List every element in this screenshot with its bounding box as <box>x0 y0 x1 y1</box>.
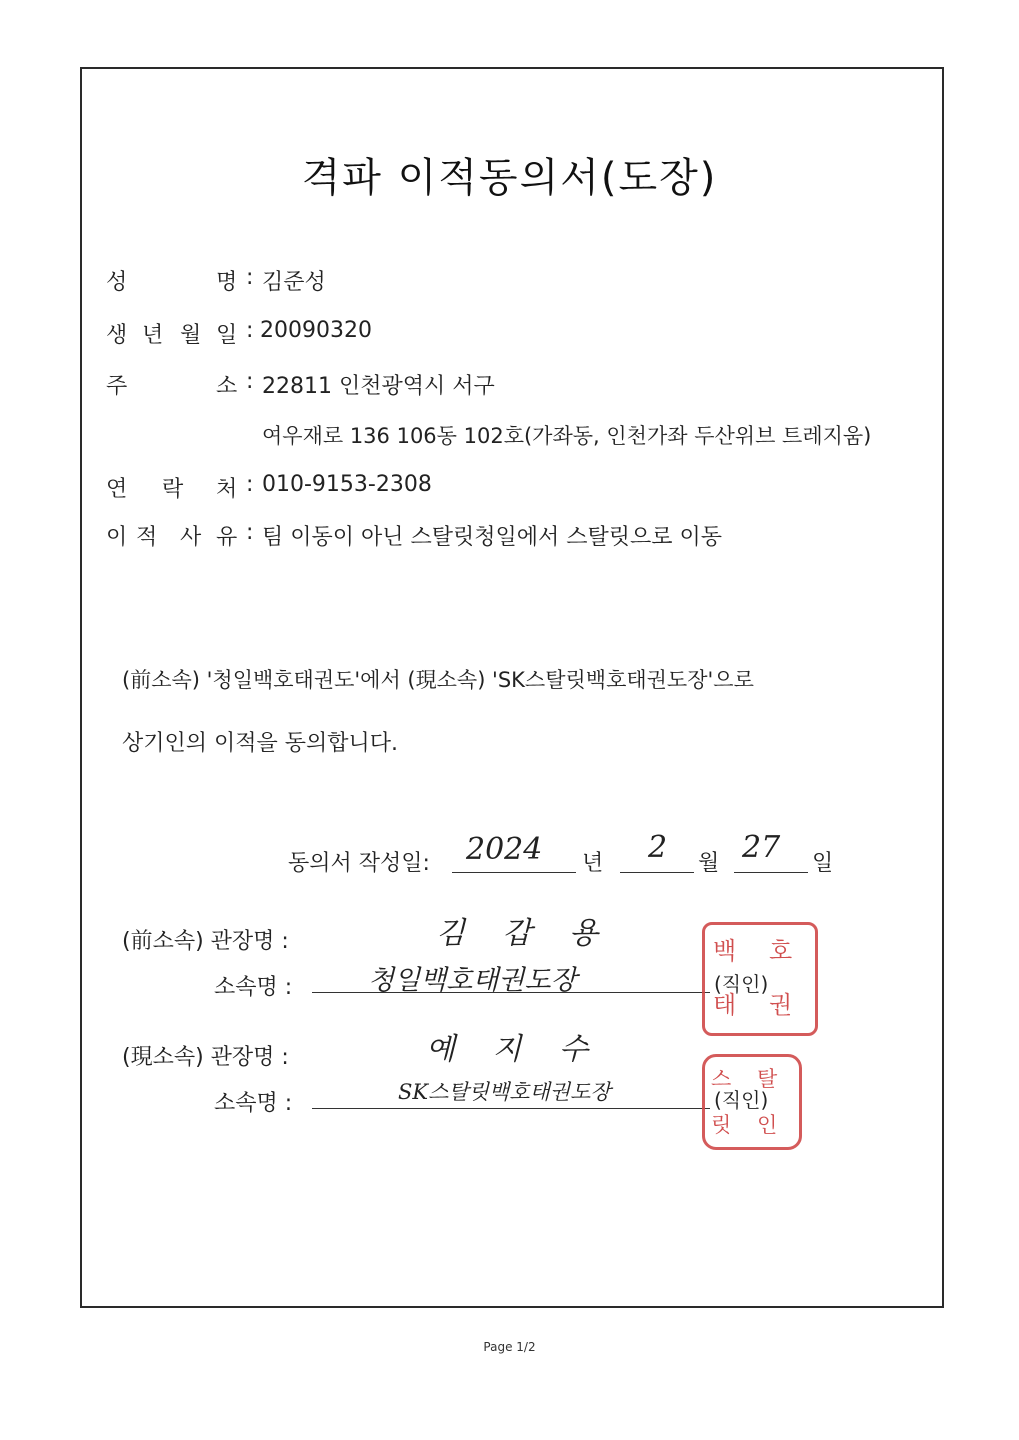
label-colon: : <box>246 265 254 290</box>
date-day-handwritten: 27 <box>742 830 781 865</box>
current-director-label: (現소속) 관장명 : <box>122 1045 289 1070</box>
former-director-label: (前소속) 관장명 : <box>122 929 289 954</box>
date-day-line <box>734 872 808 873</box>
label-char: 일 <box>216 323 238 348</box>
seal-glyph: 호 <box>769 937 793 965</box>
page-number: Page 1/2 <box>483 1340 536 1354</box>
birth-value: 20090320 <box>260 318 372 343</box>
name-value: 김준성 <box>262 270 326 295</box>
label-char: 이 <box>106 525 128 550</box>
current-seal-label: (직인) <box>714 1088 769 1112</box>
seal-glyph: 스 <box>711 1067 732 1091</box>
label-char: 사 <box>180 525 202 550</box>
label-colon: : <box>246 520 254 545</box>
reason-value: 팀 이동이 아닌 스탈릿청일에서 스탈릿으로 이동 <box>262 525 723 550</box>
label-char: 소 <box>216 374 238 399</box>
current-affiliation-handwritten: SK스탈릿백호태권도장 <box>398 1080 611 1104</box>
seal-glyph: 탈 <box>757 1067 778 1091</box>
label-char: 연 <box>106 477 128 502</box>
former-director-signature: 김 갑 용 <box>436 916 613 951</box>
seal-glyph: 태 <box>713 991 737 1019</box>
former-seal-label: (직인) <box>714 972 769 996</box>
seal-glyph: 인 <box>757 1113 778 1137</box>
label-char: 적 <box>136 525 158 550</box>
label-char: 성 <box>106 270 128 295</box>
seal-glyph: 권 <box>769 991 793 1019</box>
date-label: 동의서 작성일: <box>288 851 430 876</box>
label-char: 년 <box>142 323 164 348</box>
current-director-signature: 예 지 수 <box>426 1032 603 1067</box>
address-line1: 22811 인천광역시 서구 <box>262 374 495 399</box>
seal-glyph: 릿 <box>711 1113 732 1137</box>
current-affiliation-line <box>312 1108 710 1109</box>
seal-glyph: 백 <box>713 937 737 965</box>
label-char: 처 <box>216 477 238 502</box>
label-char: 월 <box>180 323 202 348</box>
date-month-line <box>620 872 694 873</box>
date-year-handwritten: 2024 <box>466 832 543 867</box>
date-month-handwritten: 2 <box>648 830 668 865</box>
current-affiliation-label: 소속명 : <box>214 1091 293 1116</box>
label-char: 유 <box>216 525 238 550</box>
date-year-unit: 년 <box>582 851 604 876</box>
date-month-unit: 월 <box>698 851 720 876</box>
former-affiliation-label: 소속명 : <box>214 975 293 1000</box>
address-line2: 여우재로 136 106동 102호(가좌동, 인천가좌 두산위브 트레지움) <box>262 424 872 448</box>
label-colon: : <box>246 318 254 343</box>
statement-line1: (前소속) '청일백호태권도'에서 (現소속) 'SK스탈릿백호태권도장'으로 <box>122 668 754 692</box>
date-day-unit: 일 <box>812 851 834 876</box>
label-char: 생 <box>106 323 128 348</box>
label-char: 락 <box>162 477 184 502</box>
contact-value: 010-9153-2308 <box>262 472 432 497</box>
label-colon: : <box>246 369 254 394</box>
label-char: 명 <box>216 270 238 295</box>
statement-line2: 상기인의 이적을 동의합니다. <box>122 731 399 756</box>
label-colon: : <box>246 472 254 497</box>
former-affiliation-handwritten: 청일백호태권도장 <box>368 965 577 996</box>
date-year-line <box>452 872 576 873</box>
label-char: 주 <box>106 374 128 399</box>
document-title: 격파 이적동의서(도장) <box>301 155 718 201</box>
